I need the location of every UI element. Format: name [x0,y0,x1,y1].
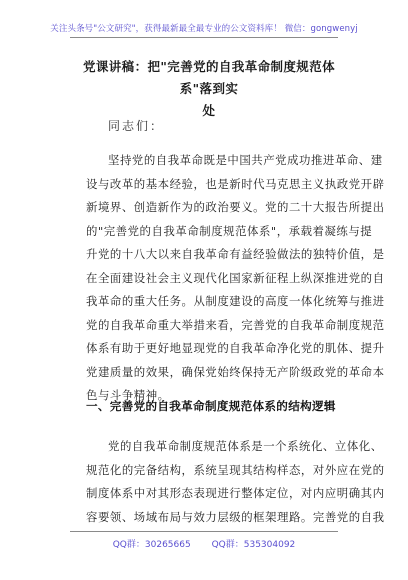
paragraph-line: 设与改革的基本经验，也是新时代马克思主义执政党开辟 [86,176,385,191]
paragraph-line: 色与斗争精神。 [86,388,170,402]
paragraph-line: 党的自我革命重大举措来看，完善党的自我革命制度规范 [86,317,385,332]
title-line: 处 [202,103,216,118]
paragraph-line: 体系有助于更好地显现党的自我革命净化党的肌体、提升 [86,341,385,355]
paragraph-line: 我革命的重大任务。从制度建设的高度一体化统筹与推进 [86,294,385,308]
header-promo-note: 关注头条号"公文研究"，获得最新最全最专业的公文资料库！ 微信：gongwenyj [50,24,358,34]
paragraph-intro [86,149,385,408]
paragraph-structure [86,435,385,529]
title-line: 党课讲稿：把"完善党的自我革命制度规范体系"落到实 [82,59,335,96]
paragraph-line: 的"完善党的自我革命制度规范体系"，承载着凝练与提 [86,223,373,238]
paragraph-line: 在全面建设社会主义现代化国家新征程上纵深推进党的自 [86,270,385,285]
paragraph-line: 党的自我革命制度规范体系是一个系统化、立体化、 [108,439,383,453]
header-divider [70,37,338,38]
footer-qq-group-1: QQ群：30265665 [112,540,191,550]
paragraph-line: 容要领、场域布局与效力层级的框架理路。完善党的自我 [86,509,385,524]
footer-contact [0,537,408,550]
section-heading: 一、完善党的自我革命制度规范体系的结构逻辑 [86,399,336,413]
paragraph-line: 坚持党的自我革命既是中国共产党成功推进革命、建 [108,153,383,167]
paragraph-line: 新境界、创造新作为的政治要义。党的二十大报告所提出 [86,200,385,214]
paragraph-line: 规范化的完备结构，系统呈现其结构样态，对外应在党的 [86,462,385,477]
footer-qq-group-2: QQ群：535304092 [211,540,296,550]
paragraph-line: 党建质量的效果，确保党始终保持无产阶级政党的革命本 [86,364,385,379]
footer-divider [70,531,338,532]
salutation: 同志们： [108,119,165,133]
paragraph-line: 升党的十八大以来自我革命有益经验做法的独特价值，是 [86,247,385,261]
paragraph-line: 制度体系中对其形态表现进行整体定位，对内应明确其内 [86,486,385,500]
page-title [80,56,338,122]
